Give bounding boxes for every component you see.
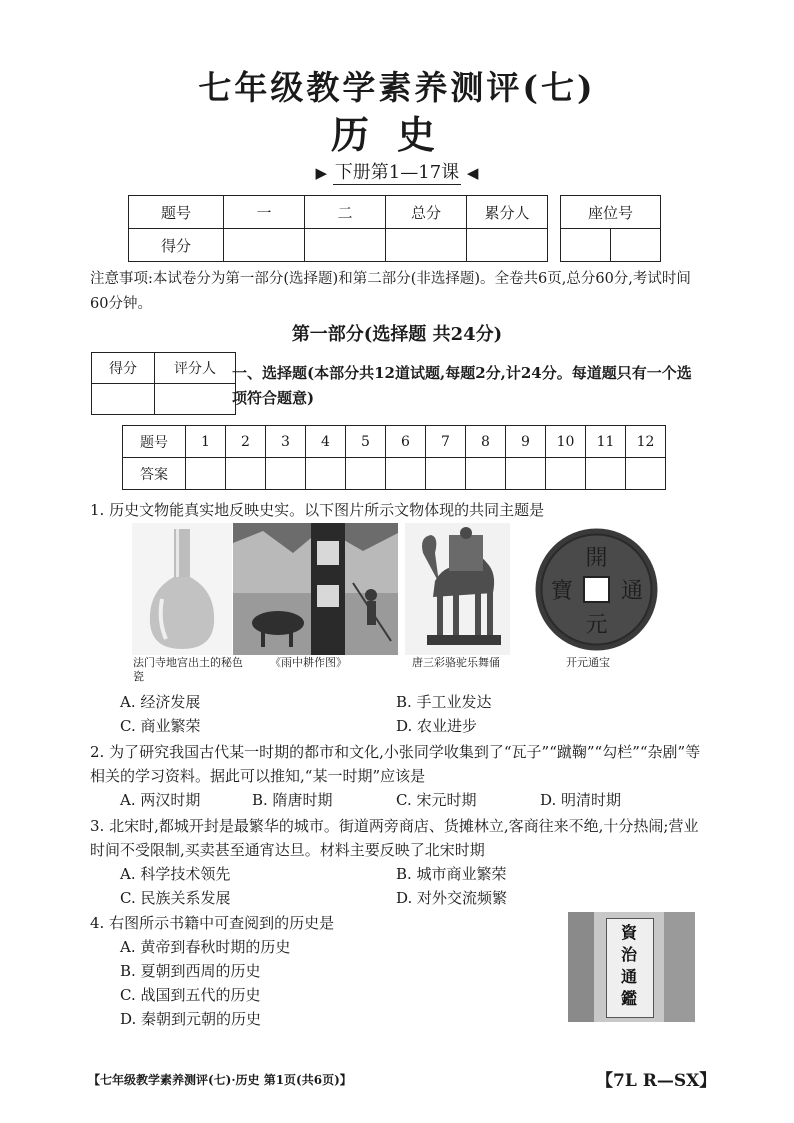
question-number: 5 [346, 426, 386, 458]
q2-option-d[interactable]: D. 明清时期 [540, 791, 622, 809]
score-table-header: 题号 [129, 196, 224, 229]
score-table-header: 总分 [386, 196, 467, 229]
score-cell[interactable] [467, 229, 548, 262]
answer-cell[interactable] [386, 458, 426, 490]
answer-cell[interactable] [226, 458, 266, 490]
q1-option-b[interactable]: B. 手工业发达 [396, 693, 492, 711]
footer-code: 【7L R—SX】 [596, 1071, 717, 1091]
celadon-vase-image [132, 523, 232, 655]
q3-option-a[interactable]: A. 科学技术领先 [120, 865, 231, 883]
question-2-stem: 2. 为了研究我国古代某一时期的都市和文化,小张同学收集到了“瓦子”“蹴鞠”“勾栏”“杂剧”等相关的学习资料。据此可以推知,“某一时期”应该是 [90, 743, 701, 785]
caption-coin: 开元通宝 [566, 656, 610, 669]
coin-char-top: 開 [585, 546, 608, 571]
q2-option-a[interactable]: A. 两汉时期 [120, 791, 201, 809]
seat-table [560, 195, 661, 262]
book-title: 資治通鑑 [620, 923, 637, 1008]
question-4-stem: 4. 右图所示书籍中可查阅到的历史是 [90, 914, 335, 932]
seat-cell[interactable] [611, 229, 661, 262]
answer-cell[interactable] [586, 458, 626, 490]
footer-info: 【七年级教学素养测评(七)·历史 第1页(共6页)】 [88, 1073, 352, 1087]
grader-name-label: 评分人 [155, 353, 236, 384]
answer-cell[interactable] [266, 458, 306, 490]
question-number: 8 [466, 426, 506, 458]
seat-label: 座位号 [561, 196, 661, 229]
answer-table [122, 425, 666, 490]
score-table-header: 二 [305, 196, 386, 229]
section-heading: 一、选择题(本部分共12道试题,每题2分,计24分。每道题只有一个选项符合题意) [232, 364, 692, 407]
question-number: 4 [306, 426, 346, 458]
grader-table [91, 352, 236, 415]
answer-row-label: 答案 [123, 458, 186, 490]
question-3-stem: 3. 北宋时,都城开封是最繁华的城市。街道两旁商店、货摊林立,客商往来不绝,十分热闹;营业时间不受限制,买卖甚至通宵达旦。材料主要反映了北宋时期 [90, 817, 699, 859]
q2-option-c[interactable]: C. 宋元时期 [396, 791, 477, 809]
farming-painting-image [233, 523, 398, 655]
question-number: 6 [386, 426, 426, 458]
answer-cell[interactable] [426, 458, 466, 490]
answer-cell[interactable] [626, 458, 666, 490]
grader-name-cell[interactable] [155, 384, 236, 415]
q2-option-b[interactable]: B. 隋唐时期 [252, 791, 333, 809]
triangle-left-icon: ◀ [466, 164, 479, 182]
q4-option-c[interactable]: C. 战国到五代的历史 [120, 986, 261, 1004]
score-cell[interactable] [305, 229, 386, 262]
question-number: 7 [426, 426, 466, 458]
answer-cell[interactable] [466, 458, 506, 490]
q1-option-c[interactable]: C. 商业繁荣 [120, 717, 201, 735]
question-number: 1 [186, 426, 226, 458]
answer-cell[interactable] [346, 458, 386, 490]
lesson-scope-text: 下册第1—17课 [333, 158, 461, 185]
coin-char-bottom: 元 [585, 613, 608, 638]
grader-score-cell[interactable] [92, 384, 155, 415]
q3-option-b[interactable]: B. 城市商业繁荣 [396, 865, 507, 883]
score-cell[interactable] [224, 229, 305, 262]
camel-figurine-image [405, 523, 510, 655]
caption-celadon: 法门寺地宫出土的秘色瓷 [133, 656, 243, 683]
caption-farming: 《雨中耕作图》 [270, 656, 347, 669]
question-number: 11 [586, 426, 626, 458]
question-number: 9 [506, 426, 546, 458]
score-row-label: 得分 [129, 229, 224, 262]
triangle-right-icon: ▶ [315, 164, 328, 182]
answer-cell[interactable] [306, 458, 346, 490]
q1-option-d[interactable]: D. 农业进步 [396, 717, 478, 735]
seat-cell[interactable] [561, 229, 611, 262]
kaiyuan-coin-image [534, 527, 659, 652]
score-table-header: 一 [224, 196, 305, 229]
q1-option-a[interactable]: A. 经济发展 [120, 693, 201, 711]
subject-title: 历史 [330, 112, 463, 157]
score-table-header: 累分人 [467, 196, 548, 229]
caption-camel: 唐三彩骆驼乐舞俑 [412, 656, 500, 669]
lesson-scope [0, 158, 794, 185]
grader-score-label: 得分 [92, 353, 155, 384]
question-number: 2 [226, 426, 266, 458]
coin-char-right: 通 [620, 579, 644, 604]
q3-option-c[interactable]: C. 民族关系发展 [120, 889, 231, 907]
score-cell[interactable] [386, 229, 467, 262]
coin-char-left: 寶 [550, 579, 574, 604]
question-number: 3 [266, 426, 306, 458]
score-table [128, 195, 548, 262]
answer-cell[interactable] [546, 458, 586, 490]
question-1-stem: 1. 历史文物能真实地反映史实。以下图片所示文物体现的共同主题是 [90, 501, 545, 519]
answer-cell[interactable] [186, 458, 226, 490]
part1-title: 第一部分(选择题 共24分) [291, 324, 503, 345]
q4-option-a[interactable]: A. 黄帝到春秋时期的历史 [120, 938, 291, 956]
exam-title: 七年级教学素养测评(七) [198, 68, 596, 107]
answer-cell[interactable] [506, 458, 546, 490]
q3-option-d[interactable]: D. 对外交流频繁 [396, 889, 508, 907]
exam-notice: 注意事项:本试卷分为第一部分(选择题)和第二部分(非选择题)。全卷共6页,总分60分,考试时间60分钟。 [90, 271, 691, 312]
answer-table-label: 题号 [123, 426, 186, 458]
zizhi-tongjian-image [568, 912, 695, 1022]
q4-option-d[interactable]: D. 秦朝到元朝的历史 [120, 1010, 262, 1028]
question-number: 10 [546, 426, 586, 458]
question-number: 12 [626, 426, 666, 458]
q4-option-b[interactable]: B. 夏朝到西周的历史 [120, 962, 261, 980]
